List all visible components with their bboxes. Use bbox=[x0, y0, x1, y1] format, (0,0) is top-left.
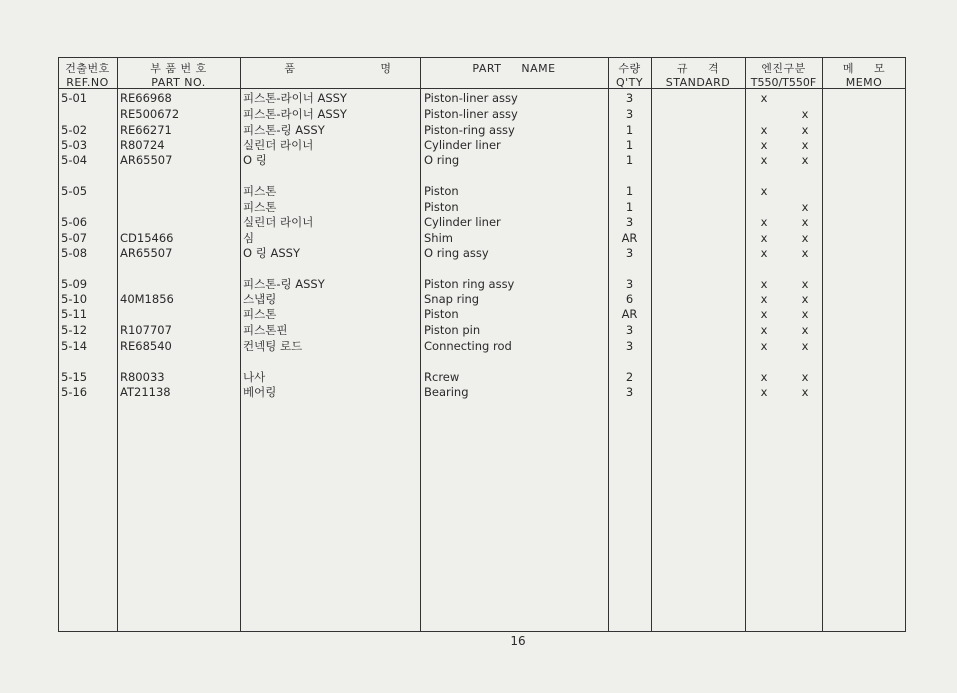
qty-cell: 3 bbox=[625, 339, 634, 353]
t550f-mark-cell: x bbox=[801, 123, 809, 137]
name-ko-cell: 나사 bbox=[243, 370, 266, 384]
header-standard-ko: 규 격 bbox=[676, 62, 720, 75]
qty-cell: AR bbox=[621, 231, 638, 245]
name-ko-cell: 피스톤 bbox=[243, 184, 277, 198]
name-ko-cell: 피스톤핀 bbox=[243, 323, 288, 337]
t550f-mark-cell: x bbox=[801, 307, 809, 321]
column-divider bbox=[420, 57, 421, 632]
qty-cell: 3 bbox=[625, 107, 634, 121]
t550f-mark-cell: x bbox=[801, 339, 809, 353]
part-no-cell: CD15466 bbox=[120, 231, 174, 245]
name-ko-cell: 피스톤-링 ASSY bbox=[243, 123, 325, 137]
t550f-mark-cell: x bbox=[801, 292, 809, 306]
name-en-cell: Piston ring assy bbox=[424, 277, 515, 291]
header-engine-en: T550/T550F bbox=[750, 76, 817, 89]
name-en-cell: Rcrew bbox=[424, 370, 460, 384]
column-divider bbox=[822, 57, 823, 632]
header-name-en: PART NAME bbox=[472, 62, 556, 75]
t550-mark-cell: x bbox=[760, 231, 768, 245]
name-ko-cell: 심 bbox=[243, 231, 255, 245]
t550-mark-cell: x bbox=[760, 123, 768, 137]
t550f-mark-cell: x bbox=[801, 385, 809, 399]
qty-cell: 3 bbox=[625, 277, 634, 291]
header-part-ko: 부 품 번 호 bbox=[150, 62, 207, 75]
column-divider bbox=[240, 57, 241, 632]
t550-mark-cell: x bbox=[760, 339, 768, 353]
qty-cell: 3 bbox=[625, 323, 634, 337]
t550f-mark-cell: x bbox=[801, 323, 809, 337]
t550-mark-cell: x bbox=[760, 277, 768, 291]
name-en-cell: Snap ring bbox=[424, 292, 480, 306]
name-en-cell: Cylinder liner bbox=[424, 215, 501, 229]
name-ko-cell: 실린더 라이너 bbox=[243, 138, 314, 152]
t550-mark-cell: x bbox=[760, 184, 768, 198]
t550f-mark-cell: x bbox=[801, 370, 809, 384]
qty-cell: AR bbox=[621, 307, 638, 321]
name-en-cell: Piston bbox=[424, 200, 459, 214]
header-ref-en: REF.NO bbox=[66, 76, 109, 89]
part-no-cell: AT21138 bbox=[120, 385, 171, 399]
t550-mark-cell: x bbox=[760, 370, 768, 384]
column-divider bbox=[651, 57, 652, 632]
name-ko-cell: 실린더 라이너 bbox=[243, 215, 314, 229]
name-en-cell: Piston-ring assy bbox=[424, 123, 515, 137]
name-en-cell: Piston-liner assy bbox=[424, 107, 518, 121]
header-standard-en: STANDARD bbox=[665, 76, 731, 89]
ref-no-cell: 5-03 bbox=[61, 138, 88, 152]
name-en-cell: O ring bbox=[424, 153, 460, 167]
ref-no-cell: 5-04 bbox=[61, 153, 88, 167]
header-ref-ko: 건출번호 bbox=[65, 62, 110, 75]
t550f-mark-cell: x bbox=[801, 277, 809, 291]
qty-cell: 1 bbox=[625, 153, 634, 167]
t550f-mark-cell: x bbox=[801, 200, 809, 214]
name-en-cell: Connecting rod bbox=[424, 339, 512, 353]
name-ko-cell: 스냅링 bbox=[243, 292, 277, 306]
name-ko-cell: 피스톤-라이너 ASSY bbox=[243, 107, 347, 121]
name-ko-cell: 컨넥팅 로드 bbox=[243, 339, 303, 353]
ref-no-cell: 5-10 bbox=[61, 292, 88, 306]
header-qty-en: Q'TY bbox=[615, 76, 644, 89]
t550f-mark-cell: x bbox=[801, 107, 809, 121]
t550-mark-cell: x bbox=[760, 215, 768, 229]
ref-no-cell: 5-05 bbox=[61, 184, 88, 198]
ref-no-cell: 5-11 bbox=[61, 307, 88, 321]
name-en-cell: Piston pin bbox=[424, 323, 481, 337]
part-no-cell: 40M1856 bbox=[120, 292, 174, 306]
ref-no-cell: 5-16 bbox=[61, 385, 88, 399]
column-divider bbox=[745, 57, 746, 632]
part-no-cell: RE500672 bbox=[120, 107, 180, 121]
header-memo-en: MEMO bbox=[845, 76, 883, 89]
t550f-mark-cell: x bbox=[801, 246, 809, 260]
name-en-cell: Piston bbox=[424, 184, 459, 198]
name-ko-cell: 피스톤-라이너 ASSY bbox=[243, 91, 347, 105]
qty-cell: 3 bbox=[625, 91, 634, 105]
name-ko-cell: 피스톤-링 ASSY bbox=[243, 277, 325, 291]
ref-no-cell: 5-12 bbox=[61, 323, 88, 337]
page-number: 16 bbox=[510, 634, 526, 648]
name-en-cell: Piston-liner assy bbox=[424, 91, 518, 105]
qty-cell: 3 bbox=[625, 246, 634, 260]
t550f-mark-cell: x bbox=[801, 231, 809, 245]
t550-mark-cell: x bbox=[760, 246, 768, 260]
t550f-mark-cell: x bbox=[801, 215, 809, 229]
t550f-mark-cell: x bbox=[801, 138, 809, 152]
ref-no-cell: 5-06 bbox=[61, 215, 88, 229]
t550-mark-cell: x bbox=[760, 323, 768, 337]
part-no-cell: RE68540 bbox=[120, 339, 172, 353]
name-en-cell: Cylinder liner bbox=[424, 138, 501, 152]
part-no-cell: RE66968 bbox=[120, 91, 172, 105]
qty-cell: 3 bbox=[625, 215, 634, 229]
name-en-cell: Shim bbox=[424, 231, 453, 245]
name-en-cell: Piston bbox=[424, 307, 459, 321]
column-divider bbox=[117, 57, 118, 632]
qty-cell: 3 bbox=[625, 385, 634, 399]
part-no-cell: R107707 bbox=[120, 323, 172, 337]
ref-no-cell: 5-08 bbox=[61, 246, 88, 260]
qty-cell: 1 bbox=[625, 123, 634, 137]
name-ko-cell: 베어링 bbox=[243, 385, 277, 399]
t550-mark-cell: x bbox=[760, 153, 768, 167]
part-no-cell: R80033 bbox=[120, 370, 165, 384]
t550-mark-cell: x bbox=[760, 292, 768, 306]
ref-no-cell: 5-01 bbox=[61, 91, 88, 105]
ref-no-cell: 5-09 bbox=[61, 277, 88, 291]
header-name-ko-1: 품 bbox=[284, 62, 296, 75]
name-ko-cell: O 링 bbox=[243, 153, 267, 167]
name-en-cell: O ring assy bbox=[424, 246, 489, 260]
qty-cell: 1 bbox=[625, 200, 634, 214]
part-no-cell: AR65507 bbox=[120, 246, 173, 260]
name-en-cell: Bearing bbox=[424, 385, 469, 399]
part-no-cell: R80724 bbox=[120, 138, 165, 152]
name-ko-cell: 피스톤 bbox=[243, 200, 277, 214]
ref-no-cell: 5-15 bbox=[61, 370, 88, 384]
t550-mark-cell: x bbox=[760, 307, 768, 321]
name-ko-cell: 피스톤 bbox=[243, 307, 277, 321]
header-memo-ko: 메 모 bbox=[842, 62, 886, 75]
ref-no-cell: 5-14 bbox=[61, 339, 88, 353]
qty-cell: 2 bbox=[625, 370, 634, 384]
t550-mark-cell: x bbox=[760, 91, 768, 105]
part-no-cell: AR65507 bbox=[120, 153, 173, 167]
header-part-en: PART NO. bbox=[151, 76, 206, 89]
t550-mark-cell: x bbox=[760, 138, 768, 152]
header-name-ko-2: 명 bbox=[380, 62, 392, 75]
ref-no-cell: 5-07 bbox=[61, 231, 88, 245]
qty-cell: 1 bbox=[625, 184, 634, 198]
qty-cell: 1 bbox=[625, 138, 634, 152]
header-engine-ko: 엔진구분 bbox=[761, 62, 806, 75]
ref-no-cell: 5-02 bbox=[61, 123, 88, 137]
name-ko-cell: O 링 ASSY bbox=[243, 246, 300, 260]
header-qty-ko: 수량 bbox=[618, 62, 641, 75]
t550-mark-cell: x bbox=[760, 385, 768, 399]
part-no-cell: RE66271 bbox=[120, 123, 172, 137]
t550f-mark-cell: x bbox=[801, 153, 809, 167]
qty-cell: 6 bbox=[625, 292, 634, 306]
